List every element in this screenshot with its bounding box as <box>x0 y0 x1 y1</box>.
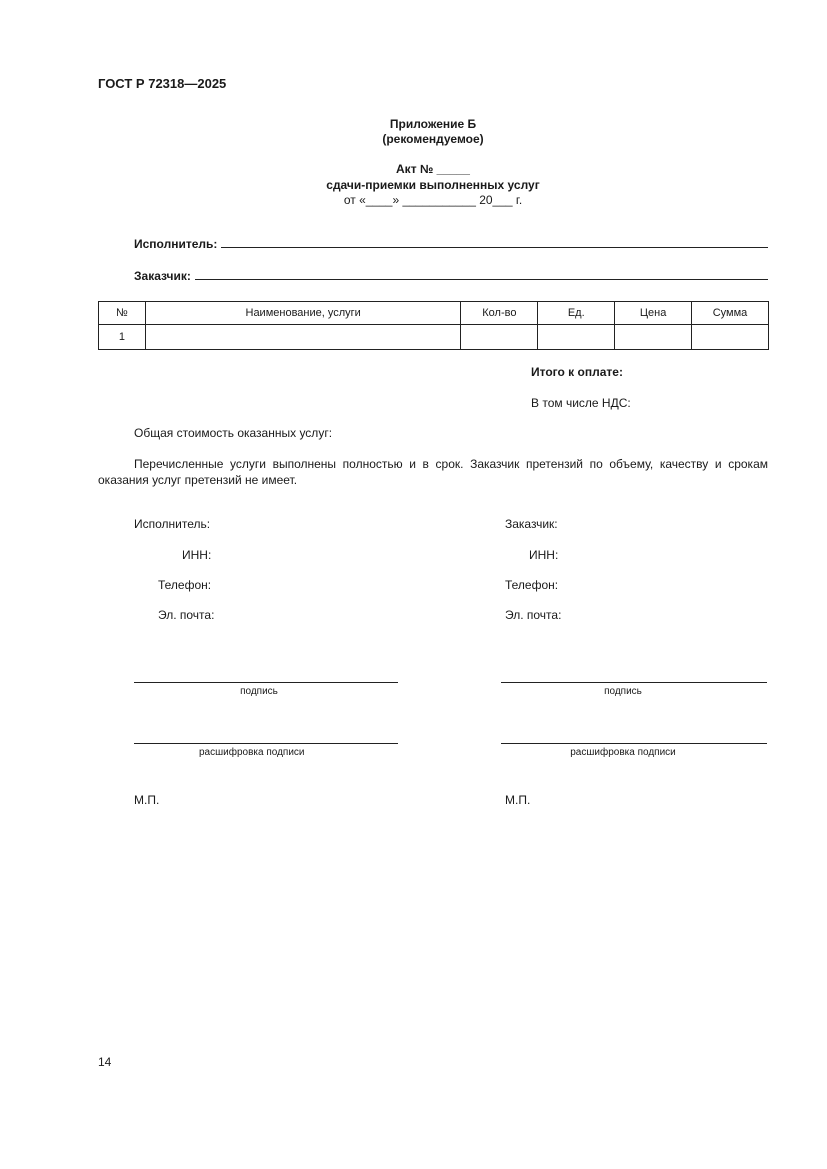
customer-label: Заказчик: <box>134 269 191 283</box>
total-cost: Общая стоимость оказанных услуг: <box>134 426 333 440</box>
cell-sum <box>692 325 769 350</box>
appendix-subtitle: (рекомендуемое) <box>382 132 484 146</box>
executor-field <box>134 237 768 251</box>
col-header-price: Цена <box>615 302 692 325</box>
cell-quantity <box>461 325 538 350</box>
executor-transcript-line <box>134 743 398 744</box>
customer-line <box>195 278 768 280</box>
col-header-name: Наименование, услуги <box>145 302 461 325</box>
table-header-row <box>99 302 769 325</box>
executor-label: Исполнитель: <box>134 237 218 251</box>
executor-signature-line <box>134 682 398 683</box>
page-number: 14 <box>98 1055 112 1069</box>
customer-transcript-line <box>501 743 767 744</box>
cell-unit <box>538 325 615 350</box>
total-vat: В том числе НДС: <box>531 396 631 410</box>
executor-signature-caption: подпись <box>240 686 278 697</box>
cell-number: 1 <box>99 325 146 350</box>
act-number: Акт № _____ <box>396 162 470 176</box>
sig-executor-inn: ИНН: <box>182 548 212 562</box>
col-header-unit: Ед. <box>538 302 615 325</box>
customer-field <box>134 269 768 283</box>
customer-signature-line <box>501 682 767 683</box>
cell-price <box>615 325 692 350</box>
appendix-title: Приложение Б <box>389 117 477 131</box>
sig-executor-phone: Телефон: <box>158 578 212 592</box>
sig-customer-phone: Телефон: <box>505 578 559 592</box>
act-date: от «____» ___________ 20___ г. <box>343 193 523 207</box>
sig-executor-title: Исполнитель: <box>134 517 211 531</box>
executor-transcript-caption: расшифровка подписи <box>199 747 305 758</box>
sig-executor-email: Эл. почта: <box>158 608 215 622</box>
sig-customer-inn: ИНН: <box>529 548 559 562</box>
executor-seal: М.П. <box>134 793 160 807</box>
sig-customer-email: Эл. почта: <box>505 608 562 622</box>
total-to-pay: Итого к оплате: <box>531 365 623 379</box>
act-title: сдачи-приемки выполненных услуг <box>326 178 540 192</box>
executor-line <box>221 246 768 248</box>
table-row <box>99 325 769 350</box>
sig-customer-title: Заказчик: <box>505 517 558 531</box>
standard-number: ГОСТ Р 72318—2025 <box>98 76 227 91</box>
cell-name <box>145 325 461 350</box>
services-table <box>98 301 769 350</box>
col-header-sum: Сумма <box>692 302 769 325</box>
col-header-quantity: Кол-во <box>461 302 538 325</box>
col-header-number: № <box>99 302 146 325</box>
statement-paragraph: Перечисленные услуги выполнены полностью и в срок. Заказчик претензий по объему, качеству и срокам оказания услуг претензий не имеет. <box>98 457 768 487</box>
customer-seal: М.П. <box>505 793 531 807</box>
customer-signature-caption: подпись <box>604 686 642 697</box>
customer-transcript-caption: расшифровка подписи <box>570 747 676 758</box>
